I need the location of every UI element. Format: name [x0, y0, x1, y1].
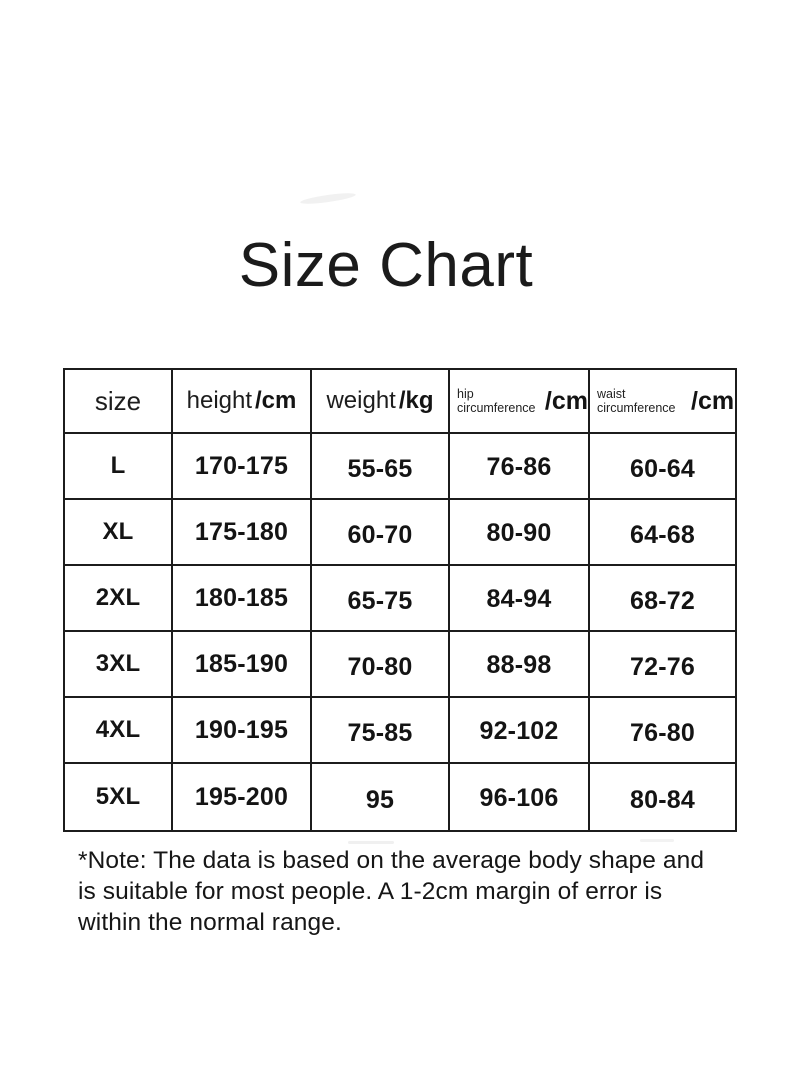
cell-size-2XL: 2XL	[65, 566, 173, 632]
cell-hip-XL: 80-90	[450, 500, 590, 566]
header-height	[173, 370, 312, 434]
cell-weight-5XL: 95	[312, 764, 450, 830]
cell-weight-4XL: 75-85	[312, 698, 450, 764]
artifact-smudge	[640, 839, 674, 842]
cell-size-L: L	[65, 434, 173, 500]
artifact-smudge	[348, 841, 394, 844]
cell-size-4XL: 4XL	[65, 698, 173, 764]
cell-size-XL: XL	[65, 500, 173, 566]
cell-waist-2XL: 68-72	[590, 566, 735, 632]
header-hip-unit: /cm	[544, 386, 588, 415]
cell-height-4XL: 190-195	[173, 698, 312, 764]
header-size	[65, 370, 173, 434]
cell-waist-L: 60-64	[590, 434, 735, 500]
cell-height-5XL: 195-200	[173, 764, 312, 830]
header-hip-circumference	[450, 370, 590, 434]
cell-size-3XL: 3XL	[65, 632, 173, 698]
cell-height-XL: 175-180	[173, 500, 312, 566]
artifact-smudge	[300, 191, 356, 206]
header-waist-unit: /cm	[691, 386, 735, 415]
cell-hip-2XL: 84-94	[450, 566, 590, 632]
cell-weight-3XL: 70-80	[312, 632, 450, 698]
note-line-1: *Note: The data is based on the average body shape and	[78, 847, 705, 874]
cell-waist-5XL: 80-84	[590, 764, 735, 830]
note-text	[78, 845, 704, 938]
cell-size-5XL: 5XL	[65, 764, 173, 830]
cell-waist-XL: 64-68	[590, 500, 735, 566]
header-size-label: size	[94, 385, 142, 416]
cell-waist-3XL: 72-76	[590, 632, 735, 698]
cell-height-L: 170-175	[173, 434, 312, 500]
header-hip-label: hip circumference	[457, 386, 536, 415]
header-waist-label: waist circumference	[597, 386, 676, 415]
note-line-2: is suitable for most people. A 1-2cm margin of error is	[78, 878, 663, 905]
header-waist-circumference	[590, 370, 735, 434]
page-title: Size Chart	[238, 231, 534, 300]
header-weight-unit: /kg	[398, 387, 434, 414]
cell-height-2XL: 180-185	[173, 566, 312, 632]
header-weight	[312, 370, 450, 434]
cell-hip-L: 76-86	[450, 434, 590, 500]
cell-hip-4XL: 92-102	[450, 698, 590, 764]
header-weight-label: weight	[326, 387, 396, 414]
cell-height-3XL: 185-190	[173, 632, 312, 698]
header-height-label: height	[186, 387, 253, 414]
size-table	[63, 368, 737, 832]
cell-hip-3XL: 88-98	[450, 632, 590, 698]
cell-weight-2XL: 65-75	[312, 566, 450, 632]
cell-weight-XL: 60-70	[312, 500, 450, 566]
cell-weight-L: 55-65	[312, 434, 450, 500]
cell-hip-5XL: 96-106	[450, 764, 590, 830]
cell-waist-4XL: 76-80	[590, 698, 735, 764]
header-height-unit: /cm	[255, 387, 297, 414]
note-line-3: within the normal range.	[78, 909, 342, 936]
